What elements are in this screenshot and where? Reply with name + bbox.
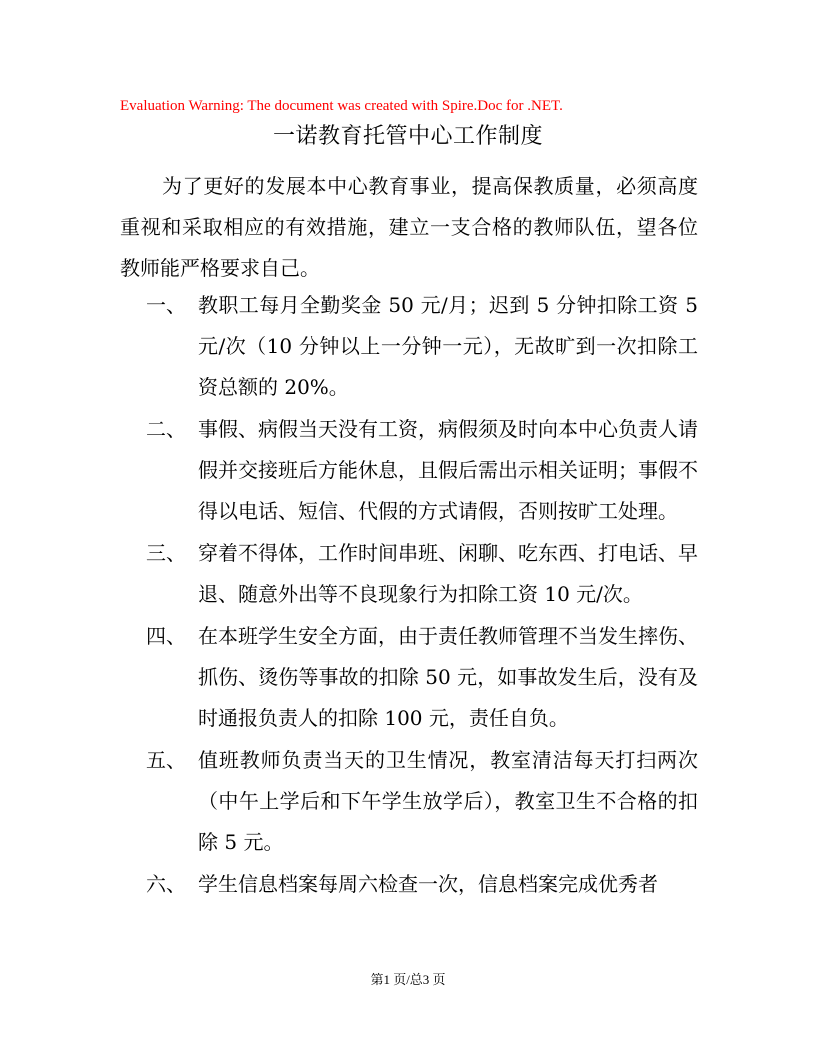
rule-number: 六、 [146, 872, 186, 896]
rule-text: 穿着不得体，工作时间串班、闲聊、吃东西、打电话、早退、随意外出等不良现象行为扣除工资 10 元/次。 [198, 541, 698, 606]
rule-item [146, 409, 698, 532]
rule-item [146, 616, 698, 739]
rule-text: 在本班学生安全方面，由于责任教师管理不当发生摔伤、抓伤、烫伤等事故的扣除 50 元，如事故发生后，没有及时通报负责人的扣除 100 元，责任自负。 [198, 624, 698, 730]
rule-text: 事假、病假当天没有工资，病假须及时向本中心负责人请假并交接班后方能休息，且假后需出示相关证明；事假不得以电话、短信、代假的方式请假，否则按旷工处理。 [198, 417, 698, 523]
page-footer: 第1 页/总3 页 [370, 972, 446, 987]
rule-item [146, 285, 698, 408]
document-title: 一诺教育托管中心工作制度 [272, 124, 543, 149]
rule-item [146, 740, 698, 863]
intro-paragraph: 为了更好的发展本中心教育事业，提高保教质量，必须高度重视和采取相应的有效措施，建立一支合格的教师队伍，望各位教师能严格要求自己。 [120, 174, 698, 280]
rule-text: 教职工每月全勤奖金 50 元/月；迟到 5 分钟扣除工资 5 元/次（10 分钟以上一分钟一元），无故旷到一次扣除工资总额的 20%。 [198, 293, 698, 399]
rule-item [146, 864, 698, 905]
evaluation-warning: Evaluation Warning: The document was created with Spire.Doc for .NET. [120, 98, 563, 114]
rule-number: 四、 [146, 624, 186, 648]
rule-number: 五、 [146, 748, 186, 772]
rules-list [146, 285, 698, 906]
rule-number: 一、 [146, 293, 186, 317]
rule-number: 三、 [146, 541, 186, 565]
rule-text: 值班教师负责当天的卫生情况，教室清洁每天打扫两次（中午上学后和下午学生放学后），教室卫生不合格的扣除 5 元。 [198, 748, 698, 854]
rule-text: 学生信息档案每周六检查一次，信息档案完成优秀者 [198, 872, 658, 896]
rule-item [146, 533, 698, 615]
rule-number: 二、 [146, 417, 186, 441]
